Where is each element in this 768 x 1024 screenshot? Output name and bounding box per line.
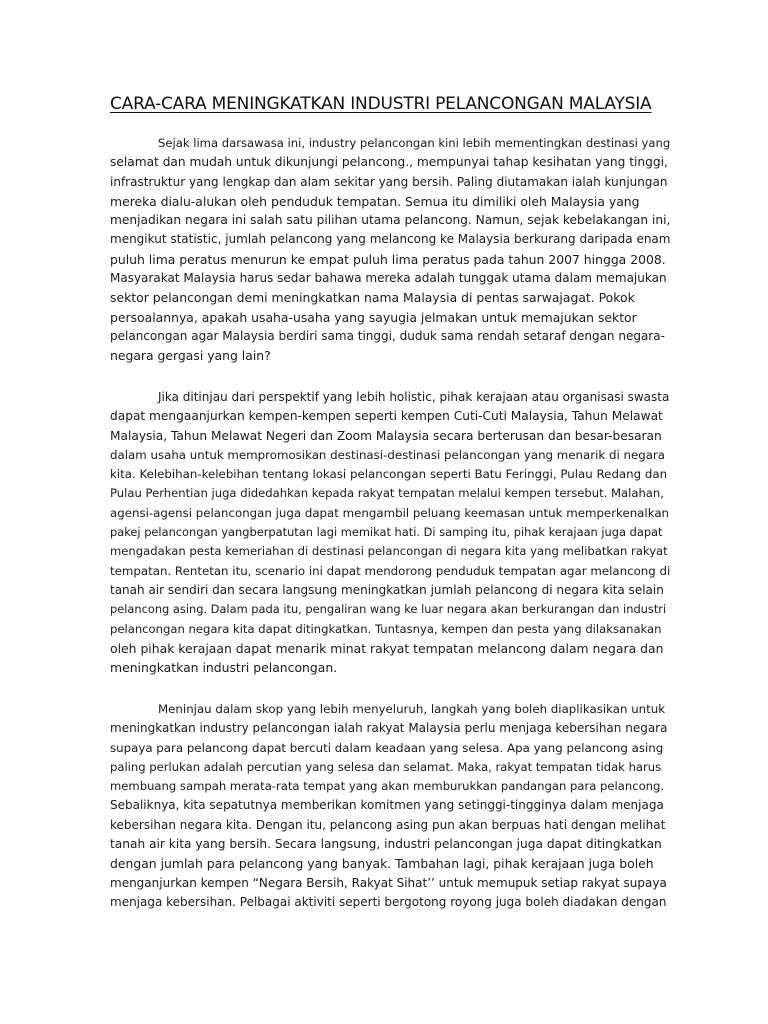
paragraph-2 (110, 388, 670, 677)
paragraph-line: paling perlukan adalah percutian yang selesa dan selamat. Maka, rakyat tempatan tidak harus (110, 759, 662, 774)
paragraph-line: meningkatkan industri pelancongan. (110, 660, 338, 676)
paragraph-line: pakej pelancongan yangberpatutan lagi memikat hati. Di samping itu, pihak kerajaan juga dapat (110, 525, 663, 540)
paragraph-3 (110, 700, 670, 912)
paragraph-line: agensi-agensi pelancongan juga dapat mengambil peluang keemasan untuk memperkenalkan (110, 505, 670, 520)
paragraph-line: Pulau Perhentian juga didedahkan kepada rakyat tempatan melalui kempen tersebut. Malahan, (110, 486, 664, 501)
paragraph-line: Malaysia, Tahun Melawat Negeri dan Zoom Malaysia secara berterusan dan besar-besaran (110, 428, 662, 443)
paragraph-line: Sejak lima darsawasa ini, industry pelancongan kini lebih mementingkan destinasi yang (158, 136, 671, 150)
paragraph-line: selamat dan mudah untuk dikunjungi pelancong., mempunyai tahap kesihatan yang tinggi, (110, 155, 668, 170)
paragraph-line: menjaga kebersihan. Pelbagai aktiviti seperti bergotong royong juga boleh diadakan dengan (110, 894, 667, 909)
paragraph-line: supaya para pelancong dapat bercuti dalam keadaan yang selesa. Apa yang pelancong asing (110, 740, 664, 755)
paragraph-line: menganjurkan kempen “Negara Bersih, Rakyat Sihat’’ untuk memupuk setiap rakyat supaya (110, 875, 667, 890)
paragraph-line: mereka dialu-alukan oleh penduduk tempatan. Semua itu dimiliki oleh Malaysia yang (110, 193, 640, 209)
paragraph-line: mengikut statistic, jumlah pelancong yang melancong ke Malaysia berkurang daripada enam (110, 232, 671, 247)
paragraph-line: mengadakan pesta kemeriahan di destinasi pelancongan di negara kita yang melibatkan rakyat (110, 544, 668, 559)
paragraph-line: dengan jumlah para pelancong yang banyak. Tambahan lagi, pihak kerajaan juga boleh (110, 856, 654, 872)
paragraph-1 (110, 134, 670, 366)
paragraph-line: infrastruktur yang lengkap dan alam sekitar yang bersih. Paling diutamakan ialah kunjungan (110, 174, 668, 189)
paragraph-line: negara gergasi yang lain? (110, 348, 271, 364)
paragraph-line: tempatan. Rentetan itu, scenario ini dapat mendorong penduduk tempatan agar melancong di (110, 563, 671, 578)
paragraph-line: Sebaliknya, kita sepatutnya memberikan komitmen yang setinggi-tingginya dalam menjaga (110, 798, 664, 813)
paragraph-line: persoalannya, apakah usaha-usaha yang sayugia jelmakan untuk memajukan sektor (110, 309, 637, 325)
paragraph-line: kebersihan negara kita. Dengan itu, pelancong asing pun akan berpuas hati dengan melihat (110, 817, 666, 832)
paragraph-line: menjadikan negara ini salah satu pilihan utama pelancong. Namun, sejak kebelakangan ini, (110, 213, 671, 228)
paragraph-line: pelancongan negara kita dapat ditingkatkan. Tuntasnya, kempen dan pesta yang dilaksanakan (110, 621, 662, 636)
paragraph-line: pelancong asing. Dalam pada itu, pengaliran wang ke luar negara akan berkurangan dan industri (110, 602, 667, 617)
paragraph-line: dalam usaha untuk mempromosikan destinasi-destinasi pelancongan yang menarik di negara (110, 447, 666, 462)
paragraph-line: Jika ditinjau dari perspektif yang lebih holistic, pihak kerajaan atau organisasi swasta (158, 390, 670, 404)
document-title: CARA-CARA MENINGKATKAN INDUSTRI PELANCONGAN MALAYSIA (110, 94, 652, 114)
paragraph-line: pelancongan agar Malaysia berdiri sama tinggi, duduk sama rendah setaraf dengan negara- (110, 328, 665, 343)
paragraph-line: tanah air sendiri dan secara langsung meningkatkan jumlah pelancong di negara kita selain (110, 582, 664, 597)
paragraph-line: sektor pelancongan demi meningkatkan nama Malaysia di pentas sarwajagat. Pokok (110, 290, 635, 306)
paragraph-line: meningkatkan industry pelancongan ialah rakyat Malaysia perlu menjaga kebersihan negara (110, 721, 668, 736)
paragraph-line: tanah air kita yang bersih. Secara langsung, industri pelancongan juga dapat ditingkatkan (110, 837, 662, 852)
paragraph-line: puluh lima peratus menurun ke empat puluh lima peratus pada tahun 2007 hingga 2008. (110, 251, 666, 267)
paragraph-line: Masyarakat Malaysia harus sedar bahawa mereka adalah tunggak utama dalam memajukan (110, 271, 667, 286)
paragraph-line: kita. Kelebihan-kelebihan tentang lokasi pelancongan seperti Batu Feringgi, Pulau Redang dan (110, 467, 668, 482)
paragraph-line: oleh pihak kerajaan dapat menarik minat rakyat tempatan melancong dalam negara dan (110, 640, 664, 656)
paragraph-line: membuang sampah merata-rata tempat yang akan memburukkan pandangan para pelancong. (110, 779, 665, 794)
paragraph-line: Meninjau dalam skop yang lebih menyeluruh, langkah yang boleh diaplikasikan untuk (158, 702, 666, 716)
paragraph-line: dapat mengaanjurkan kempen-kempen seperti kempen Cuti-Cuti Malaysia, Tahun Melawat (110, 409, 663, 424)
